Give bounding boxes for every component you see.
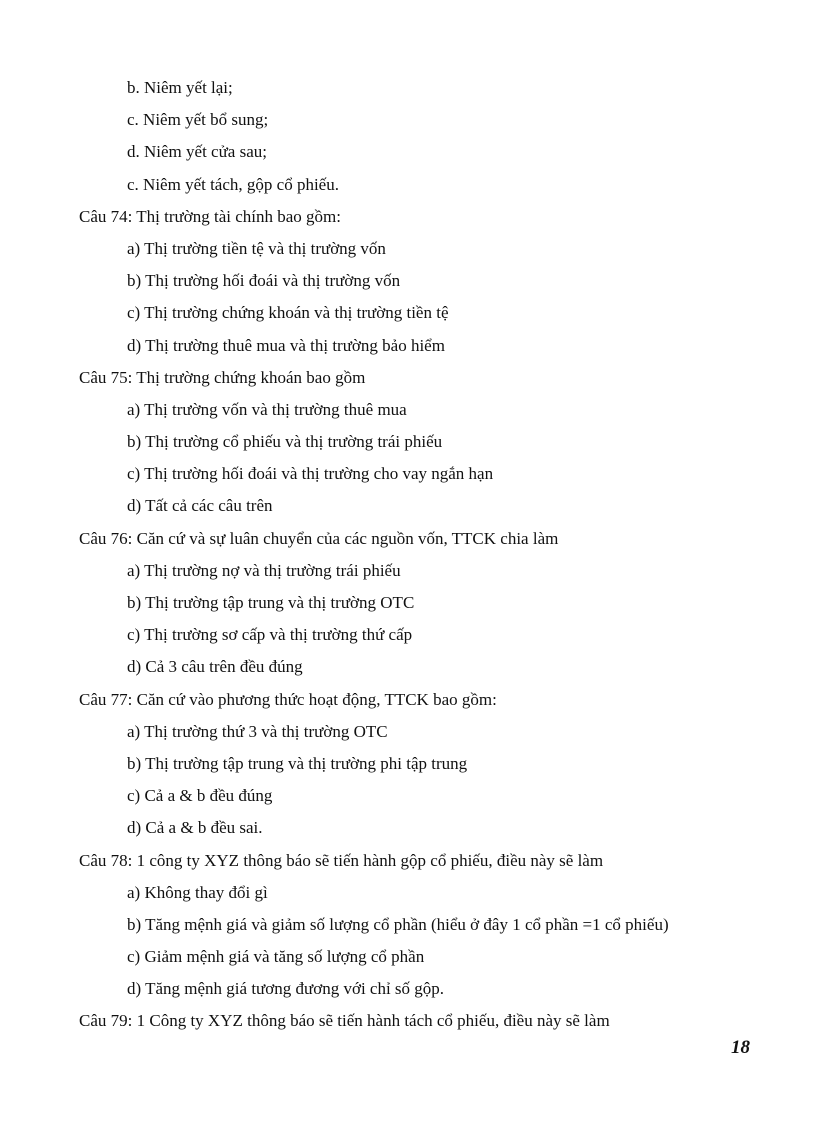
answer-option-line: b) Thị trường cổ phiếu và thị trường trái phiếu — [127, 432, 443, 452]
answer-option-line: d. Niêm yết cửa sau; — [127, 142, 267, 162]
answer-option-line: d) Tất cả các câu trên — [127, 496, 273, 516]
question-line: Câu 75: Thị trường chứng khoán bao gồm — [79, 367, 366, 387]
question-line: Câu 79: 1 Công ty XYZ thông báo sẽ tiến hành tách cổ phiếu, điều này sẽ làm — [79, 1011, 610, 1031]
answer-option-line: c) Giảm mệnh giá và tăng số lượng cổ phần — [127, 947, 425, 967]
answer-option-line: a) Thị trường vốn và thị trường thuê mua — [127, 399, 407, 419]
question-line: Câu 76: Căn cứ và sự luân chuyển của các nguồn vốn, TTCK chia làm — [79, 528, 559, 548]
answer-option-line: c) Thị trường hối đoái và thị trường cho vay ngắn hạn — [127, 464, 494, 484]
answer-option-line: d) Tăng mệnh giá tương đương với chỉ số gộp. — [127, 979, 445, 999]
answer-option-line: c. Niêm yết tách, gộp cổ phiếu. — [127, 174, 339, 194]
question-line: Câu 78: 1 công ty XYZ thông báo sẽ tiến hành gộp cổ phiếu, điều này sẽ làm — [79, 850, 604, 870]
answer-option-line: c) Thị trường sơ cấp và thị trường thứ cấp — [127, 625, 413, 645]
answer-option-line: b) Tăng mệnh giá và giảm số lượng cổ phần (hiểu ở đây 1 cổ phần =1 cổ phiếu) — [127, 914, 669, 934]
question-list — [79, 72, 759, 1038]
answer-option-line: c. Niêm yết bổ sung; — [127, 110, 269, 130]
answer-option-line: c) Thị trường chứng khoán và thị trường tiền tệ — [127, 303, 449, 323]
answer-option-line: d) Cả 3 câu trên đều đúng — [127, 657, 303, 677]
answer-option-line: b) Thị trường tập trung và thị trường OTC — [127, 593, 415, 612]
answer-option-line: b. Niêm yết lại; — [127, 78, 233, 97]
answer-option-line: d) Thị trường thuê mua và thị trường bảo hiểm — [127, 335, 445, 355]
question-line: Câu 74: Thị trường tài chính bao gồm: — [79, 206, 341, 226]
answer-option-line: b) Thị trường hối đoái và thị trường vốn — [127, 271, 401, 291]
page-number: 18 — [731, 1037, 750, 1058]
answer-option-line: a) Thị trường tiền tệ và thị trường vốn — [127, 238, 386, 258]
answer-option-line: a) Thị trường thứ 3 và thị trường OTC — [127, 721, 388, 741]
answer-option-line: b) Thị trường tập trung và thị trường phi tập trung — [127, 753, 468, 773]
answer-option-line: d) Cả a & b đều sai. — [127, 818, 263, 838]
question-line: Câu 77: Căn cứ vào phương thức hoạt động, TTCK bao gồm: — [79, 689, 497, 709]
answer-option-line: c) Cả a & b đều đúng — [127, 786, 273, 806]
answer-option-line: a) Không thay đổi gì — [127, 882, 268, 902]
answer-option-line: a) Thị trường nợ và thị trường trái phiếu — [127, 560, 401, 580]
